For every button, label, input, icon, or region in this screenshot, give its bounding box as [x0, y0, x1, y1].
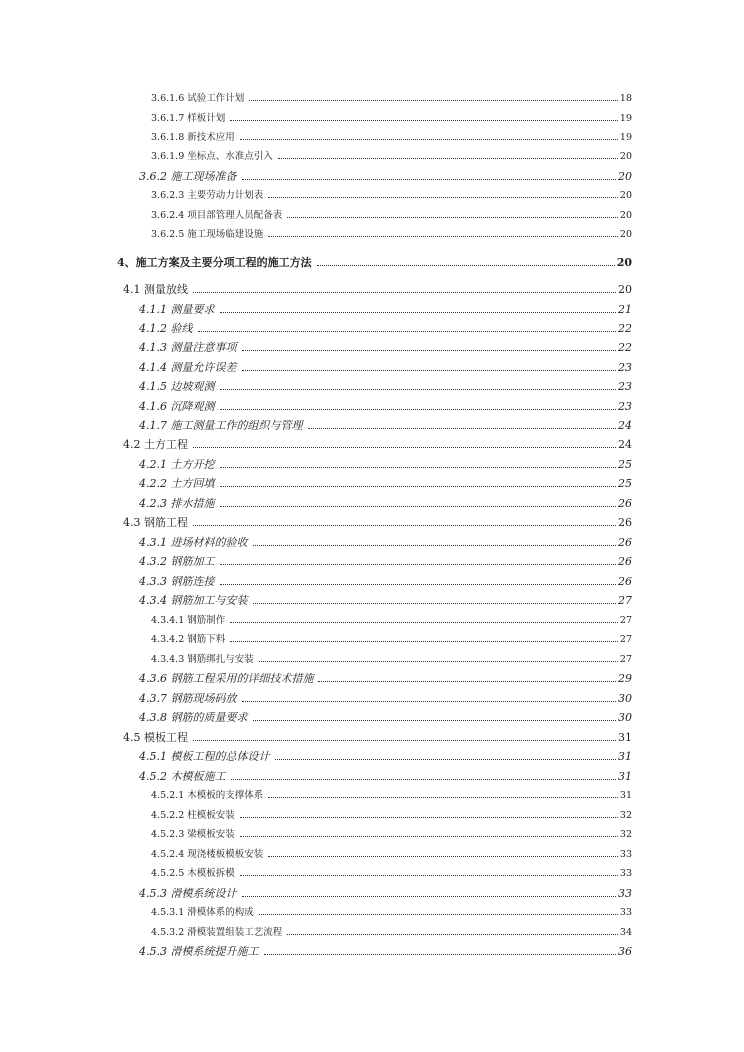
toc-entry[interactable]	[151, 867, 632, 881]
toc-entry-title: 4.2.1 土方开挖	[139, 458, 215, 471]
toc-entry-page-number: 30	[618, 711, 632, 724]
toc-entry-title: 4.3.4.1 钢筋制作	[151, 615, 226, 626]
toc-entry-page-number: 33	[619, 907, 632, 918]
toc-entry-page-number: 20	[618, 283, 632, 296]
dot-leader	[253, 719, 617, 721]
toc-entry-title: 4.1.4 测量允许误差	[139, 361, 237, 374]
toc-entry[interactable]	[139, 555, 632, 569]
dot-leader	[287, 216, 618, 218]
toc-entry-title: 4.2 土方工程	[123, 438, 188, 451]
dot-leader	[242, 349, 617, 351]
dot-leader	[264, 953, 617, 955]
toc-entry-title: 3.6.2.3 主要劳动力计划表	[151, 190, 264, 201]
toc-entry-page-number: 29	[618, 672, 632, 685]
toc-entry[interactable]	[151, 614, 632, 628]
dot-leader	[253, 602, 617, 604]
toc-entry[interactable]	[139, 419, 632, 433]
toc-entry-page-number: 26	[618, 555, 632, 568]
toc-entry-title: 4.3.8 钢筋的质量要求	[139, 711, 248, 724]
toc-entry-page-number: 26	[618, 516, 632, 529]
toc-entry-title: 4.1.6 沉降观测	[139, 400, 215, 413]
toc-entry-title: 4.3.2 钢筋加工	[139, 555, 215, 568]
toc-entry-page-number: 20	[619, 229, 632, 240]
dot-leader	[242, 700, 617, 702]
toc-entry-page-number: 36	[618, 945, 632, 958]
toc-entry-title: 4.1.2 验线	[139, 322, 193, 335]
toc-entry[interactable]	[151, 848, 632, 862]
toc-entry-page-number: 26	[618, 536, 632, 549]
toc-entry-page-number: 20	[619, 151, 632, 162]
toc-entry-title: 3.6.1.9 坐标点、水准点引入	[151, 151, 273, 162]
toc-entry-page-number: 31	[618, 750, 632, 763]
toc-entry-title: 4.2.3 排水措施	[139, 497, 215, 510]
toc-entry[interactable]	[139, 945, 632, 959]
toc-entry-title: 4、施工方案及主要分项工程的施工方法	[117, 256, 312, 269]
toc-entry-page-number: 31	[618, 731, 632, 744]
dot-leader	[268, 196, 618, 198]
toc-entry-page-number: 26	[618, 497, 632, 510]
toc-entry-title: 4.3.4 钢筋加工与安装	[139, 594, 248, 607]
toc-entry-page-number: 32	[619, 829, 632, 840]
dot-leader	[268, 796, 618, 798]
toc-entry[interactable]	[151, 809, 632, 823]
dot-leader	[242, 895, 617, 897]
toc-entry[interactable]	[151, 633, 632, 647]
toc-entry[interactable]	[151, 209, 632, 223]
dot-leader	[193, 291, 616, 293]
toc-entry[interactable]	[139, 303, 632, 317]
dot-leader	[317, 264, 615, 266]
toc-entry[interactable]	[139, 341, 632, 355]
dot-leader	[230, 640, 618, 642]
toc-entry-title: 4.5.2.1 木模板的支撑体系	[151, 790, 264, 801]
dot-leader	[220, 505, 617, 507]
dot-leader	[231, 778, 617, 780]
toc-entry-title: 4.3.4.3 钢筋绑扎与安装	[151, 654, 254, 665]
dot-leader	[230, 621, 618, 623]
dot-leader	[220, 583, 617, 585]
dot-leader	[287, 933, 618, 935]
toc-entry[interactable]	[151, 926, 632, 940]
dot-leader	[220, 311, 617, 313]
toc-entry-page-number: 22	[618, 322, 632, 335]
toc-entry-page-number: 24	[618, 438, 632, 451]
toc-entry-page-number: 32	[619, 810, 632, 821]
toc-entry[interactable]	[139, 361, 632, 375]
toc-entry-page-number: 27	[619, 634, 632, 645]
toc-entry-title: 4.5.2 木模板施工	[139, 770, 226, 783]
dot-leader	[249, 99, 618, 101]
toc-entry[interactable]	[139, 750, 632, 764]
toc-entry-page-number: 18	[619, 93, 632, 104]
dot-leader	[268, 235, 618, 237]
dot-leader	[240, 138, 618, 140]
toc-entry-page-number: 19	[619, 113, 632, 124]
toc-entry-title: 4.1.5 边坡观测	[139, 380, 215, 393]
dot-leader	[268, 855, 618, 857]
dot-leader	[198, 330, 617, 332]
toc-entry-page-number: 20	[616, 256, 632, 269]
toc-entry-title: 3.6.2.5 施工现场临建设施	[151, 229, 264, 240]
toc-entry[interactable]	[151, 828, 632, 842]
dot-leader	[242, 178, 617, 180]
toc-entry-title: 4.3.1 进场材料的验收	[139, 536, 248, 549]
toc-entry-page-number: 33	[618, 887, 632, 900]
toc-entry-title: 4.3.7 钢筋现场码放	[139, 692, 237, 705]
dot-leader	[230, 119, 618, 121]
dot-leader	[253, 544, 617, 546]
toc-entry-title: 4.5.2.5 木模板拆模	[151, 868, 235, 879]
dot-leader	[193, 739, 616, 741]
toc-entry-title: 4.1.3 测量注意事项	[139, 341, 237, 354]
toc-entry[interactable]	[139, 887, 632, 901]
dot-leader	[240, 835, 618, 837]
toc-entry-title: 4.5.2.2 柱模板安装	[151, 810, 235, 821]
toc-entry-title: 4.5.3.1 滑模体系的构成	[151, 907, 254, 918]
toc-entry-page-number: 33	[619, 849, 632, 860]
toc-entry[interactable]	[151, 789, 632, 803]
toc-entry-page-number: 34	[619, 927, 632, 938]
toc-entry-page-number: 30	[618, 692, 632, 705]
dot-leader	[278, 157, 618, 159]
toc-entry[interactable]	[139, 692, 632, 706]
toc-entry[interactable]	[151, 92, 632, 106]
toc-entry[interactable]	[151, 131, 632, 145]
toc-entry-page-number: 27	[619, 654, 632, 665]
toc-entry-page-number: 23	[618, 400, 632, 413]
toc-entry-page-number: 25	[618, 477, 632, 490]
toc-entry-title: 3.6.2 施工现场准备	[139, 170, 237, 183]
toc-entry-title: 3.6.2.4 项目部管理人员配备表	[151, 210, 283, 221]
dot-leader	[220, 466, 617, 468]
toc-entry-title: 4.5.3 滑模系统提升施工	[139, 945, 259, 958]
toc-entry-title: 4.5.1 模板工程的总体设计	[139, 750, 270, 763]
toc-entry[interactable]	[139, 536, 632, 550]
toc-entry-title: 4.5.3.2 滑模装置组装工艺流程	[151, 927, 283, 938]
toc-entry-title: 3.6.1.7 样板计划	[151, 113, 226, 124]
dot-leader	[240, 816, 618, 818]
toc-entry-page-number: 33	[619, 868, 632, 879]
toc-entry-title: 4.1 测量放线	[123, 283, 188, 296]
toc-entry[interactable]	[123, 438, 632, 452]
dot-leader	[193, 446, 616, 448]
toc-entry-page-number: 19	[619, 132, 632, 143]
toc-entry-title: 4.5.2.4 现浇楼板模板安装	[151, 849, 264, 860]
toc-entry[interactable]	[151, 906, 632, 920]
dot-leader	[308, 427, 617, 429]
toc-entry[interactable]	[139, 322, 632, 336]
toc-entry-page-number: 22	[618, 341, 632, 354]
toc-entry[interactable]	[151, 653, 632, 667]
toc-entry-page-number: 31	[618, 770, 632, 783]
toc-entry-title: 4.5.2.3 梁模板安装	[151, 829, 235, 840]
toc-entry-title: 4.5.3 滑模系统设计	[139, 887, 237, 900]
toc-entry-page-number: 23	[618, 380, 632, 393]
toc-entry[interactable]	[139, 575, 632, 589]
toc-entry[interactable]	[151, 228, 632, 242]
toc-entry[interactable]	[117, 256, 632, 270]
toc-entry-page-number: 20	[618, 170, 632, 183]
toc-entry[interactable]	[139, 594, 632, 608]
toc-entry[interactable]	[123, 283, 632, 297]
toc-entry[interactable]	[139, 672, 632, 686]
toc-entry-page-number: 27	[619, 615, 632, 626]
dot-leader	[259, 660, 618, 662]
dot-leader	[220, 388, 617, 390]
dot-leader	[240, 874, 618, 876]
dot-leader	[220, 408, 617, 410]
toc-entry-title: 3.6.1.6 试验工作计划	[151, 93, 245, 104]
toc-entry-page-number: 20	[619, 190, 632, 201]
toc-entry-page-number: 21	[618, 303, 632, 316]
toc-entry-page-number: 26	[618, 575, 632, 588]
toc-entry-page-number: 23	[618, 361, 632, 374]
toc-entry-title: 4.3.3 钢筋连接	[139, 575, 215, 588]
dot-leader	[193, 524, 616, 526]
toc-entry-title: 4.3.6 钢筋工程采用的详细技术措施	[139, 672, 314, 685]
dot-leader	[220, 485, 617, 487]
toc-entry-page-number: 27	[618, 594, 632, 607]
toc-entry-title: 4.3 钢筋工程	[123, 516, 188, 529]
toc-entry-page-number: 25	[618, 458, 632, 471]
dot-leader	[275, 758, 617, 760]
toc-entry-title: 4.3.4.2 钢筋下料	[151, 634, 226, 645]
toc-entry-title: 3.6.1.8 新技术应用	[151, 132, 235, 143]
toc-entry[interactable]	[151, 112, 632, 126]
toc-entry[interactable]	[139, 477, 632, 491]
dot-leader	[318, 680, 616, 682]
toc-entry-title: 4.2.2 土方回填	[139, 477, 215, 490]
toc-entry-title: 4.5 模板工程	[123, 731, 188, 744]
toc-entry-title: 4.1.7 施工测量工作的组织与管理	[139, 419, 303, 432]
toc-entry[interactable]	[139, 400, 632, 414]
toc-entry-page-number: 31	[619, 790, 632, 801]
toc-entry[interactable]	[139, 770, 632, 784]
dot-leader	[242, 369, 617, 371]
dot-leader	[259, 913, 618, 915]
toc-entry-title: 4.1.1 测量要求	[139, 303, 215, 316]
dot-leader	[220, 563, 617, 565]
toc-entry-page-number: 20	[619, 210, 632, 221]
toc-entry[interactable]	[151, 189, 632, 203]
toc-entry[interactable]	[139, 170, 632, 184]
toc-entry[interactable]	[139, 497, 632, 511]
toc-entry[interactable]	[151, 150, 632, 164]
toc-entry[interactable]	[123, 731, 632, 745]
toc-entry[interactable]	[139, 380, 632, 394]
toc-entry[interactable]	[139, 711, 632, 725]
toc-entry[interactable]	[139, 458, 632, 472]
toc-entry[interactable]	[123, 516, 632, 530]
toc-entry-page-number: 24	[618, 419, 632, 432]
